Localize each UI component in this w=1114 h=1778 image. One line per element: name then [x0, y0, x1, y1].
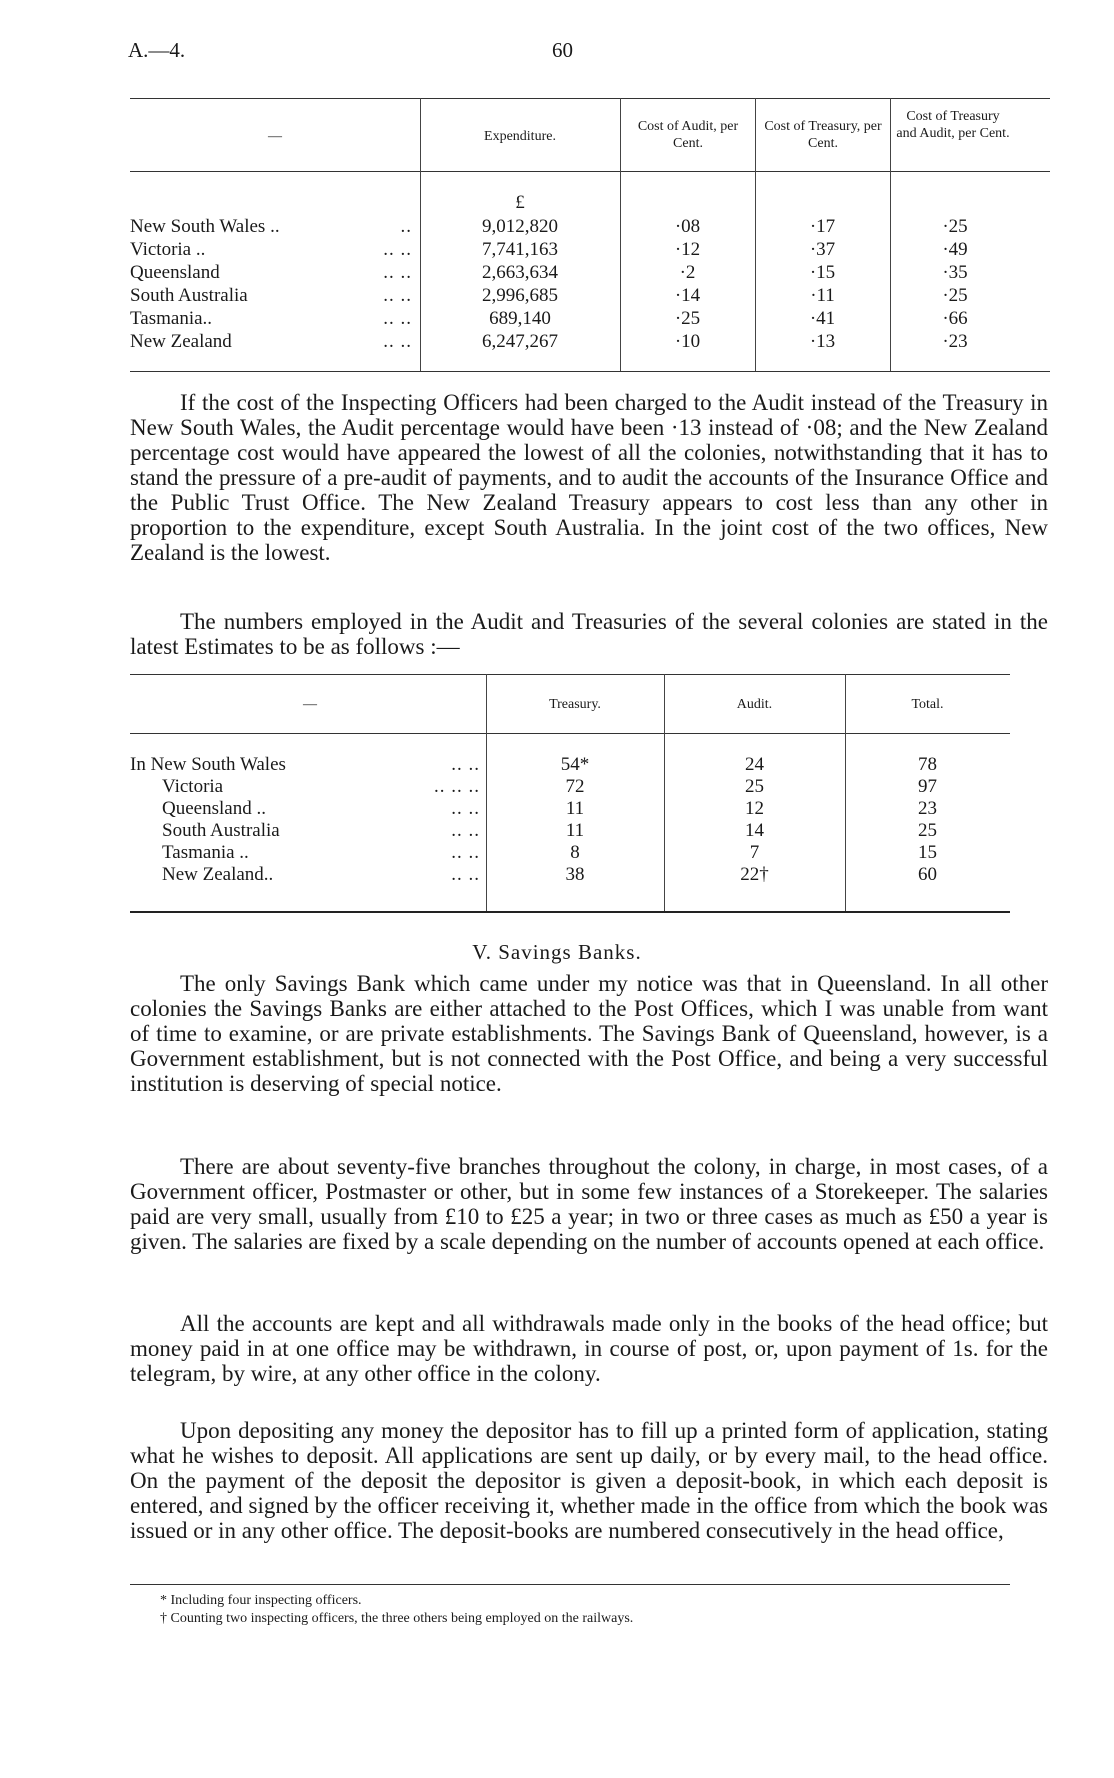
row-name: New Zealand	[130, 331, 232, 352]
row-dots: .. ..	[383, 331, 412, 352]
row-total: ·49	[942, 239, 968, 260]
paragraph-text: Upon depositing any money the depositor has to fill up a printed form of application, stating what he wishes to deposit. All applications are sent up daily, or by every mail, to the head office. On the payment of the deposit the depositor is given a deposit-book, in which each deposit is entered, and signed by the officer receiving it, whether made in the office from which the book was issued or in any other office. The deposit-books are numbered consecutively in the head office,	[130, 1418, 1048, 1543]
row-total: ·23	[942, 331, 968, 352]
row-expenditure: 2,996,685	[482, 285, 558, 306]
row-treasury: ·11	[810, 285, 835, 306]
table-top-rule	[130, 674, 1010, 675]
row-expenditure: 7,741,163	[482, 239, 558, 260]
row-dots: .. ..	[451, 820, 480, 841]
col-header-total: Cost of Treasury and Audit, per Cent.	[896, 109, 1010, 141]
row-total: 97	[918, 776, 937, 797]
row-expenditure: 689,140	[489, 308, 551, 329]
row-dots: .. ..	[451, 842, 480, 863]
row-total: 60	[918, 864, 937, 885]
row-dots: .. ..	[383, 262, 412, 283]
row-audit: ·2	[679, 262, 696, 283]
row-total: 25	[918, 820, 937, 841]
row-treasury: 11	[565, 820, 585, 841]
row-dots: .. ..	[451, 754, 480, 775]
paragraph-text: The only Savings Bank which came under my notice was that in Queensland. In all other colonies the Savings Banks are either attached to the Post Offices, which I was unable from want of time to examine, or are private establishments. The Savings Bank of Queensland, however, is a Government establishment, but is not connected with the Post Office, and being a very successful institution is deserving of special notice.	[130, 971, 1048, 1096]
row-name: Queensland ..	[162, 798, 266, 819]
row-audit: ·25	[674, 308, 701, 329]
row-audit: 22†	[740, 864, 769, 885]
row-name: South Australia	[130, 285, 248, 306]
row-name: In New South Wales	[130, 754, 286, 775]
table-header-rule	[130, 171, 1050, 172]
row-treasury: 54*	[560, 754, 590, 775]
paragraph	[130, 1418, 1048, 1543]
row-audit: 14	[745, 820, 764, 841]
col-header-blank: —	[303, 697, 317, 712]
row-dots: .. ..	[451, 864, 480, 885]
row-total: 78	[918, 754, 937, 775]
paragraph-text: If the cost of the Inspecting Officers had been charged to the Audit instead of the Treasury in New South Wales, the Audit percentage would have been ·13 instead of ·08; and the New Zealand percentage cost would have appeared the lowest of all the colonies, notwithstanding that it has to stand the pressure of a pre-audit of payments, and to audit the accounts of the Insurance Office and the Public Trust Office. The New Zealand Treasury appears to cost less than any other in proportion to the expenditure, except South Australia. In the joint cost of the two offices, New Zealand is the lowest.	[130, 390, 1048, 565]
row-dots: .. ..	[451, 798, 480, 819]
col-header-blank: —	[268, 129, 282, 144]
paragraph-text: The numbers employed in the Audit and Treasuries of the several colonies are stated in the latest Estimates to be as follows :—	[130, 609, 1048, 659]
paragraph-text: There are about seventy-five branches throughout the colony, in charge, in most cases, of a Government officer, Postmaster or other, but in some few instances of a Storekeeper. The salaries paid are very small, usually from £10 to £25 a year; in two or three cases as much as £50 a year is given. The salaries are fixed by a scale depending on the number of accounts opened at each office.	[130, 1154, 1048, 1254]
row-treasury: 38	[565, 864, 585, 885]
row-audit: 7	[749, 842, 760, 863]
col-header-treasury: Cost of Treasury, per Cent.	[764, 119, 882, 151]
row-dots: .. .. ..	[434, 776, 480, 797]
table-top-rule	[130, 98, 1050, 99]
col-header-treasury: Treasury.	[549, 697, 601, 712]
row-total: 15	[918, 842, 937, 863]
row-total: ·35	[942, 262, 968, 283]
paragraph	[130, 971, 1048, 1096]
row-total: ·25	[942, 285, 968, 306]
row-audit: ·08	[674, 216, 701, 237]
row-expenditure: 9,012,820	[482, 216, 558, 237]
row-dots: .. ..	[383, 285, 412, 306]
row-expenditure: 6,247,267	[482, 331, 558, 352]
row-name: New South Wales ..	[130, 216, 280, 237]
row-name: Queensland	[130, 262, 220, 283]
row-audit: 25	[745, 776, 764, 797]
row-total: ·25	[942, 216, 968, 237]
table-bottom-rule	[130, 371, 1050, 372]
col-header-audit: Audit.	[736, 697, 773, 712]
row-treasury: ·41	[809, 308, 836, 329]
row-name: Victoria	[162, 776, 224, 797]
col-header-total: Total.	[911, 697, 944, 712]
row-dots: ..	[400, 216, 412, 237]
row-audit: ·12	[674, 239, 701, 260]
row-audit: ·10	[674, 331, 701, 352]
col-header-audit: Cost of Audit, per Cent.	[637, 119, 739, 151]
paragraph	[130, 1154, 1048, 1254]
paragraph-text: All the accounts are kept and all withdrawals made only in the books of the head office; but money paid in at one office may be withdrawn, in course of post, or, upon payment of 1s. for the telegram, by wire, at any other office in the colony.	[130, 1311, 1048, 1386]
row-expenditure: 2,663,634	[482, 262, 558, 283]
footnote-rule	[130, 1584, 1010, 1585]
section-heading: V. Savings Banks.	[472, 940, 642, 964]
row-name: Victoria ..	[130, 239, 206, 260]
row-treasury: 8	[570, 842, 580, 863]
footnote: † Counting two inspecting officers, the three others being employed on the railways.	[160, 1611, 634, 1626]
page-number: 60	[552, 38, 573, 62]
row-name: South Australia	[162, 820, 280, 841]
paragraph	[130, 609, 1048, 659]
row-name: New Zealand..	[162, 864, 274, 885]
paragraph	[130, 1311, 1048, 1386]
document-reference: A.—4.	[128, 38, 186, 62]
row-total: ·66	[942, 308, 968, 329]
row-total: 23	[918, 798, 937, 819]
currency-symbol: £	[515, 192, 525, 213]
row-treasury: 11	[565, 798, 585, 819]
row-dots: .. ..	[383, 239, 412, 260]
row-treasury: ·17	[809, 216, 836, 237]
footnote: * Including four inspecting officers.	[160, 1593, 362, 1608]
row-name: Tasmania ..	[162, 842, 249, 863]
row-audit: 24	[745, 754, 764, 775]
row-treasury: ·37	[809, 239, 836, 260]
row-audit: ·14	[674, 285, 701, 306]
row-audit: 12	[745, 798, 764, 819]
table-header-rule	[130, 733, 1010, 734]
row-dots: .. ..	[383, 308, 412, 329]
row-treasury: 72	[565, 776, 585, 797]
row-name: Tasmania..	[130, 308, 213, 329]
row-treasury: ·13	[809, 331, 836, 352]
row-treasury: ·15	[809, 262, 836, 283]
paragraph	[130, 390, 1048, 565]
col-header-expenditure: Expenditure.	[484, 129, 556, 144]
table-bottom-rule	[130, 911, 1010, 913]
